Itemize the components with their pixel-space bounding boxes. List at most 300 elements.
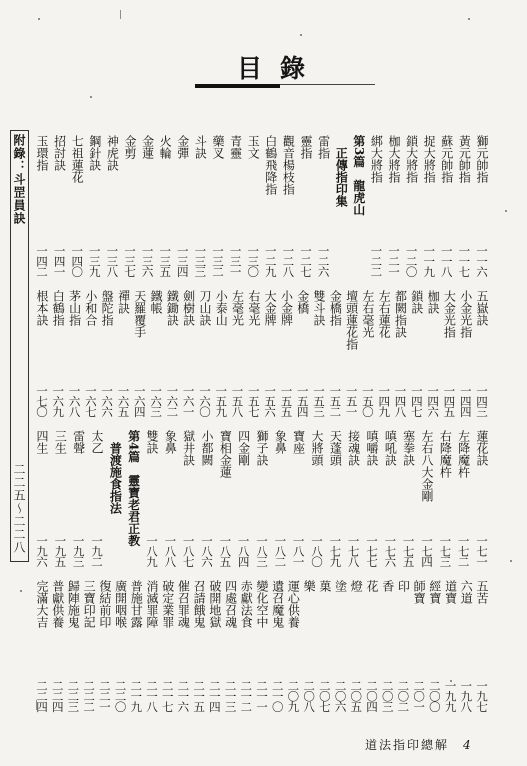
toc-entry-title: 根本訣 xyxy=(35,290,49,326)
toc-entry[interactable] xyxy=(317,580,332,720)
toc-entry[interactable] xyxy=(71,430,86,575)
toc-entry-page: 一五一 xyxy=(344,385,359,417)
toc-entry[interactable] xyxy=(148,290,163,425)
appendix-pages: 二二五～二二八 xyxy=(12,463,26,554)
toc-entry-page: 一六八 xyxy=(67,385,82,417)
toc-entry[interactable] xyxy=(144,580,159,720)
toc-entry-page: 一三九 xyxy=(87,245,102,277)
toc-entry-page: 二一四 xyxy=(207,680,222,712)
toc-entry-title: 鎖大將指 xyxy=(404,135,419,183)
toc-entry[interactable] xyxy=(425,290,440,425)
toc-entry-title: 小和合 xyxy=(83,290,98,326)
toc-entry-page: 一八一 xyxy=(291,535,306,567)
toc-entry[interactable] xyxy=(107,430,122,575)
toc-entry[interactable] xyxy=(419,430,434,575)
toc-entry[interactable] xyxy=(456,135,471,285)
toc-entry-title: 赤獻法食 xyxy=(239,580,254,628)
toc-entry[interactable] xyxy=(50,580,65,720)
title-underline-thin xyxy=(280,84,375,85)
toc-entry[interactable] xyxy=(474,580,489,720)
toc-entry[interactable] xyxy=(175,580,190,720)
toc-entry[interactable] xyxy=(351,135,366,285)
toc-entry[interactable] xyxy=(126,430,141,575)
toc-entry-title: 象鼻 xyxy=(273,430,288,454)
toc-entry-page: 二一一 xyxy=(255,680,269,712)
toc-entry[interactable] xyxy=(67,290,82,425)
toc-entry-title: 綁大將指 xyxy=(369,135,384,183)
toc-entry-title: 塗 xyxy=(333,580,348,592)
toc-entry-page: 二二一 xyxy=(97,680,112,712)
toc-entry[interactable] xyxy=(327,290,342,425)
toc-entry-page: 一二一 xyxy=(387,245,401,277)
toc-entry-page: 一四七 xyxy=(409,385,424,417)
toc-entry-page: 二二四 xyxy=(35,680,49,712)
toc-entry-page: 一四六 xyxy=(426,385,441,417)
toc-entry-page: 一九三 xyxy=(71,535,86,567)
toc-entry-page: 二一八 xyxy=(145,680,159,712)
toc-entry-title: 火輪 xyxy=(158,135,173,159)
toc-entry-title: 三生 xyxy=(53,430,68,454)
toc-entry[interactable] xyxy=(401,430,416,575)
toc-entry[interactable] xyxy=(298,135,313,285)
toc-entry[interactable] xyxy=(160,580,175,720)
toc-entry[interactable] xyxy=(245,135,260,285)
toc-entry[interactable] xyxy=(65,580,80,720)
toc-entry-title: 經寶 xyxy=(427,580,442,604)
toc-entry-page: 二一三 xyxy=(223,680,238,712)
toc-entry-title: 正傳指印集 xyxy=(334,135,349,207)
toc-entry[interactable] xyxy=(157,135,172,285)
toc-entry-page: 一三四 xyxy=(175,245,190,277)
toc-entry[interactable] xyxy=(162,430,177,575)
toc-entry-page: 一六二 xyxy=(165,385,180,417)
toc-entry-title: 刀山訣 xyxy=(197,290,212,326)
toc-entry[interactable] xyxy=(164,290,179,425)
toc-entry-title: 花 xyxy=(365,580,379,592)
toc-entry-page: 一八九 xyxy=(145,535,159,567)
toc-entry-title: 壇頭蓮花指 xyxy=(344,290,359,350)
toc-entry-title: 道寶 xyxy=(443,580,458,604)
toc-entry[interactable] xyxy=(346,430,361,575)
toc-entry-page: 一八二 xyxy=(273,535,288,567)
toc-entry[interactable] xyxy=(380,580,395,720)
toc-entry-page: 一五五 xyxy=(279,385,294,417)
page-title: 目錄 xyxy=(236,54,323,83)
toc-entry-page: 一七三 xyxy=(438,535,453,567)
toc-entry-page: 一六四 xyxy=(132,385,147,417)
toc-entry[interactable] xyxy=(333,135,348,285)
toc-entry-title: 大金光指 xyxy=(442,290,457,338)
toc-entry[interactable] xyxy=(192,135,207,285)
toc-entry-page: 一二六 xyxy=(316,245,331,277)
toc-entry[interactable] xyxy=(301,580,316,720)
toc-entry-page: 一七八 xyxy=(346,535,361,567)
toc-entry-title: 左降魔杵 xyxy=(456,430,471,478)
toc-entry-title: 黃元帥指 xyxy=(457,135,472,183)
toc-entry-title: 變化空中 xyxy=(255,580,269,628)
toc-entry-title: 觀音楊枝指 xyxy=(281,135,296,195)
toc-entry[interactable] xyxy=(262,290,277,425)
toc-entry-page: 二二四 xyxy=(50,680,65,712)
toc-entry-title: 蘇元帥指 xyxy=(439,135,454,183)
toc-entry-title: 破開地獄 xyxy=(207,580,222,628)
toc-entry-page: 一五四 xyxy=(295,385,310,417)
toc-entry-page: 一八〇 xyxy=(310,535,324,567)
toc-entry-page: 一六七 xyxy=(83,385,98,417)
toc-entry-title: 茅山指 xyxy=(67,290,82,326)
toc-entry[interactable] xyxy=(207,580,222,720)
toc-entry[interactable] xyxy=(409,290,424,425)
toc-entry[interactable] xyxy=(368,135,383,285)
toc-entry[interactable] xyxy=(115,290,130,425)
toc-entry-page: 一七四 xyxy=(420,535,434,567)
toc-entry-page: 一八七 xyxy=(181,535,196,567)
toc-entry[interactable] xyxy=(34,580,49,720)
toc-entry-title: 嗔嚼訣 xyxy=(365,430,379,466)
toc-entry-title: 燈 xyxy=(349,580,364,592)
toc-entry-page: 一三一 xyxy=(228,245,243,277)
toc-entry[interactable] xyxy=(228,135,243,285)
toc-entry[interactable] xyxy=(443,580,458,720)
toc-entry[interactable] xyxy=(89,430,104,575)
toc-entry-title: 小金光指 xyxy=(458,290,473,338)
scan-speck xyxy=(90,96,92,98)
toc-entry[interactable] xyxy=(272,430,287,575)
toc-entry[interactable] xyxy=(333,580,348,720)
scan-speck xyxy=(38,18,40,20)
toc-entry-page: 一三二 xyxy=(211,245,225,277)
toc-entry[interactable] xyxy=(236,430,251,575)
toc-entry-title: 玉文 xyxy=(246,135,261,159)
toc-entry[interactable] xyxy=(364,430,379,575)
toc-entry-page: 一四四 xyxy=(458,385,473,417)
toc-entry-title: 白鶴指 xyxy=(51,290,66,326)
toc-entry-page: 一一八 xyxy=(439,245,454,277)
toc-entry-page: 一九九 xyxy=(443,680,458,712)
toc-entry-page: 一八五 xyxy=(218,535,233,567)
toc-entry[interactable] xyxy=(474,430,489,575)
toc-entry-page: 一二九 xyxy=(263,245,278,277)
page-number: 4 xyxy=(463,738,473,752)
toc-entry-page: 一八四 xyxy=(236,535,251,567)
toc-entry-page: 一六六 xyxy=(100,385,115,417)
scan-speck xyxy=(505,210,507,212)
toc-entry[interactable] xyxy=(132,290,147,425)
toc-entry[interactable] xyxy=(199,430,214,575)
toc-entry-page: 一七〇 xyxy=(35,385,49,417)
toc-entry-title: 普渡施食指法 xyxy=(108,430,123,514)
toc-entry[interactable] xyxy=(386,135,401,285)
toc-entry-title: 三寶印記 xyxy=(82,580,97,628)
toc-entry-page: 一七一 xyxy=(475,535,489,567)
toc-entry[interactable] xyxy=(311,290,326,425)
toc-entry-title: 遺召魔鬼 xyxy=(270,580,285,628)
toc-entry-title: 斗訣 xyxy=(193,135,208,159)
toc-entry-title: 招討訣 xyxy=(52,135,67,171)
toc-entry-page: 一九七 xyxy=(475,680,489,712)
toc-entry-title: 太乙 xyxy=(90,430,104,454)
toc-entry-page: 二一五 xyxy=(192,680,207,712)
toc-entry-title: 盤陀指 xyxy=(100,290,115,326)
toc-entry-page: 一四五 xyxy=(442,385,457,417)
toc-entry[interactable] xyxy=(87,135,102,285)
toc-entry[interactable] xyxy=(291,430,306,575)
toc-entry-title: 天蓬頭 xyxy=(328,430,343,466)
toc-entry-page: 一四二 xyxy=(35,245,49,277)
toc-entry-page: 一五六 xyxy=(263,385,278,417)
toc-entry-page: 一二二 xyxy=(369,245,384,277)
toc-entry-title: 寶座 xyxy=(291,430,306,454)
toc-entry[interactable] xyxy=(456,430,471,575)
toc-entry-title: 靈指 xyxy=(299,135,313,159)
toc-entry[interactable] xyxy=(230,290,245,425)
toc-entry-page: 一四〇 xyxy=(70,245,85,277)
toc-entry-page: 一五三 xyxy=(312,385,327,417)
toc-entry-page: 一六九 xyxy=(51,385,66,417)
running-book-title: 道法指印總解 xyxy=(365,738,450,752)
toc-entry-page: 一七六 xyxy=(383,535,398,567)
toc-entry-page: 一二八 xyxy=(281,245,296,277)
toc-entry[interactable] xyxy=(263,135,278,285)
toc-entry-page: 二〇四 xyxy=(365,680,379,712)
toc-entry[interactable] xyxy=(181,290,196,425)
toc-entry-page: 二一九 xyxy=(129,680,144,712)
toc-entry-title: 菓 xyxy=(317,580,332,592)
toc-entry-page: 一二〇 xyxy=(404,245,419,277)
toc-entry-title: 金剪 xyxy=(123,135,137,159)
toc-entry[interactable] xyxy=(217,430,232,575)
toc-entry[interactable] xyxy=(83,290,98,425)
toc-entry-title: 第3篇 龍虎山 xyxy=(351,135,366,216)
toc-entry-page: 一二七 xyxy=(299,245,313,277)
toc-entry[interactable] xyxy=(441,290,456,425)
toc-entry-title: 破定業罪 xyxy=(160,580,175,628)
toc-entry-title: 運心供養 xyxy=(286,580,301,628)
toc-entry-title: 大金牌 xyxy=(263,290,278,326)
toc-entry-title: 復結前印 xyxy=(97,580,112,628)
toc-entry[interactable] xyxy=(411,580,426,720)
toc-entry-page: 一四九 xyxy=(377,385,392,417)
toc-entry[interactable] xyxy=(144,430,159,575)
toc-entry-page: 一一六 xyxy=(475,245,489,277)
toc-entry[interactable] xyxy=(113,580,128,720)
toc-entry-page: 一八六 xyxy=(200,535,214,567)
toc-entry-title: 捉大將指 xyxy=(422,135,437,183)
toc-entry[interactable] xyxy=(285,580,300,720)
toc-entry-page: 一五二 xyxy=(328,385,343,417)
toc-entry-page: 一七五 xyxy=(401,535,416,567)
toc-entry-page: 二〇九 xyxy=(286,680,301,712)
scan-speck xyxy=(300,34,302,36)
toc-entry-page: 一九五 xyxy=(53,535,68,567)
toc-entry-title: 蓮花訣 xyxy=(475,430,489,466)
toc-entry-title: 枷訣 xyxy=(426,290,441,314)
toc-entry[interactable] xyxy=(458,290,473,425)
toc-entry-title: 獅子訣 xyxy=(255,430,269,466)
toc-entry[interactable] xyxy=(50,290,65,425)
toc-entry[interactable] xyxy=(128,580,143,720)
toc-entry-title: 獅元帥指 xyxy=(475,135,489,183)
toc-entry[interactable] xyxy=(181,430,196,575)
toc-entry[interactable] xyxy=(34,430,49,575)
toc-entry-title: 消滅罪障 xyxy=(145,580,159,628)
toc-entry-page: 一九八 xyxy=(459,680,474,712)
toc-entry-title: 完滿大吉 xyxy=(35,580,49,628)
toc-entry-title: 五嶽訣 xyxy=(475,290,489,326)
toc-entry-page: 二二三 xyxy=(66,680,81,712)
toc-entry-title: 金彈 xyxy=(175,135,190,159)
appendix-title: 附錄：斗罡員訣 xyxy=(12,134,26,225)
toc-entry[interactable] xyxy=(376,290,391,425)
toc-entry[interactable] xyxy=(278,290,293,425)
toc-entry-title: 雷聲 xyxy=(71,430,86,454)
toc-entry-page: 二一〇 xyxy=(270,680,285,712)
toc-entry[interactable] xyxy=(197,290,212,425)
toc-entry[interactable] xyxy=(254,580,269,720)
toc-entry-title: 鐵帳 xyxy=(149,290,164,314)
toc-entry-title: 金橋指 xyxy=(328,290,343,326)
toc-entry-title: 第4篇 靈寶老君正教 xyxy=(126,430,141,547)
toc-entry[interactable] xyxy=(395,580,410,720)
toc-entry[interactable] xyxy=(474,135,489,285)
toc-entry[interactable] xyxy=(393,290,408,425)
toc-entry-page: 一三八 xyxy=(105,245,120,277)
toc-entry[interactable] xyxy=(439,135,454,285)
toc-entry[interactable] xyxy=(34,290,49,425)
page-footer xyxy=(365,736,473,753)
toc-entry[interactable] xyxy=(327,430,342,575)
toc-entry[interactable] xyxy=(474,290,489,425)
toc-entry-title: 小都闕 xyxy=(200,430,214,466)
toc-entry[interactable] xyxy=(246,290,261,425)
toc-entry-title: 金橋 xyxy=(295,290,310,314)
toc-entry[interactable] xyxy=(348,580,363,720)
scan-speck xyxy=(510,560,512,562)
toc-entry[interactable] xyxy=(458,580,473,720)
toc-entry-title: 四生 xyxy=(35,430,49,454)
toc-entry-title: 鎖訣 xyxy=(409,290,424,314)
toc-entry[interactable] xyxy=(140,135,155,285)
toc-entry-title: 塞拳訣 xyxy=(401,430,416,466)
toc-entry-title: 嗔吼訣 xyxy=(383,430,398,466)
toc-entry-title: 四處召魂 xyxy=(223,580,238,628)
toc-entry[interactable] xyxy=(344,290,359,425)
toc-entry-title: 青靈 xyxy=(228,135,243,159)
toc-entry-page: 一六一 xyxy=(181,385,196,417)
toc-entry-title: 白鶴飛降指 xyxy=(263,135,278,195)
toc-entry[interactable] xyxy=(99,290,114,425)
toc-entry[interactable] xyxy=(213,290,228,425)
toc-entry[interactable] xyxy=(280,135,295,285)
toc-entry-page: 一五八 xyxy=(230,385,245,417)
toc-entry-title: 劍樹訣 xyxy=(181,290,196,326)
toc-entry-title: 大將頭 xyxy=(310,430,324,466)
toc-entry[interactable] xyxy=(69,135,84,285)
toc-entry-title: 玉環指 xyxy=(35,135,49,171)
toc-entry[interactable] xyxy=(122,135,137,285)
toc-entry-page: 一八八 xyxy=(163,535,178,567)
toc-entry[interactable] xyxy=(309,430,324,575)
toc-entry-page: 一三三 xyxy=(193,245,208,277)
toc-entry-page: 二一七 xyxy=(160,680,175,712)
toc-entry-page: 一九二 xyxy=(90,535,104,567)
toc-entry-title: 神虎訣 xyxy=(105,135,120,171)
toc-entry-title: 接魂訣 xyxy=(346,430,361,466)
toc-entry-title: 禪訣 xyxy=(116,290,131,314)
toc-entry[interactable] xyxy=(270,580,285,720)
toc-entry-page: 一三〇 xyxy=(246,245,261,277)
toc-entry[interactable] xyxy=(316,135,331,285)
toc-entry[interactable] xyxy=(382,430,397,575)
toc-entry-page: 一一九 xyxy=(422,245,437,277)
toc-entry[interactable] xyxy=(81,580,96,720)
toc-entry-page: 一六〇 xyxy=(197,385,212,417)
toc-entry-page: 一七七 xyxy=(365,535,379,567)
toc-entry[interactable] xyxy=(238,580,253,720)
toc-entry[interactable] xyxy=(437,430,452,575)
toc-entry[interactable] xyxy=(295,290,310,425)
toc-entry[interactable] xyxy=(97,580,112,720)
toc-entry[interactable] xyxy=(210,135,225,285)
toc-entry[interactable] xyxy=(364,580,379,720)
toc-entry-page: 二〇〇 xyxy=(427,680,442,712)
toc-entry-page: 一七二 xyxy=(456,535,471,567)
toc-entry-title: 六道 xyxy=(459,580,474,604)
toc-entry[interactable] xyxy=(360,290,375,425)
scan-speck xyxy=(120,10,121,19)
toc-entry[interactable] xyxy=(421,135,436,285)
toc-entry-page: 二〇七 xyxy=(317,680,332,712)
toc-entry[interactable] xyxy=(427,580,442,720)
toc-entry-title: 香 xyxy=(380,580,395,592)
toc-entry-title: 枷大將指 xyxy=(387,135,401,183)
toc-entry-page: 二〇一 xyxy=(412,680,427,712)
toc-entry-page: 一三六 xyxy=(140,245,155,277)
toc-entry-page: 一八三 xyxy=(255,535,269,567)
toc-entry[interactable] xyxy=(34,135,49,285)
toc-entry[interactable] xyxy=(104,135,119,285)
toc-entry[interactable] xyxy=(254,430,269,575)
toc-entry-title: 左右毫光 xyxy=(360,290,375,338)
toc-entry-title: 雙斗訣 xyxy=(312,290,327,326)
toc-entry-title: 天羅覆手 xyxy=(132,290,147,338)
toc-entry[interactable] xyxy=(52,430,67,575)
toc-entry-title: 藥叉 xyxy=(211,135,225,159)
toc-entry-title: 樂 xyxy=(302,580,317,592)
toc-entry-title: 小金牌 xyxy=(279,290,294,326)
toc-entry-title: 師寶 xyxy=(412,580,427,604)
toc-entry-page: 二〇三 xyxy=(380,680,395,712)
toc-entry-page: 二〇五 xyxy=(349,680,364,712)
toc-entry-title: 獄井訣 xyxy=(181,430,196,466)
toc-entry[interactable] xyxy=(223,580,238,720)
toc-entry-title: 右毫光 xyxy=(246,290,261,326)
toc-entry-title: 右降魔杵 xyxy=(438,430,453,478)
toc-entry-page: 一七九 xyxy=(328,535,343,567)
toc-entry-title: 普施甘露 xyxy=(129,580,144,628)
toc-entry-title: 左毫光 xyxy=(230,290,245,326)
toc-entry[interactable] xyxy=(404,135,419,285)
title-underline xyxy=(195,84,280,88)
toc-entry-page: 二〇八 xyxy=(302,680,317,712)
toc-entry-title: 雙訣 xyxy=(145,430,159,454)
toc-entry-title: 左右蓮花 xyxy=(377,290,392,338)
toc-entry[interactable] xyxy=(191,580,206,720)
toc-entry-page: 二二二 xyxy=(82,680,97,712)
toc-entry[interactable] xyxy=(175,135,190,285)
toc-entry-title: 歸陣施鬼 xyxy=(66,580,81,628)
toc-entry[interactable] xyxy=(52,135,67,285)
